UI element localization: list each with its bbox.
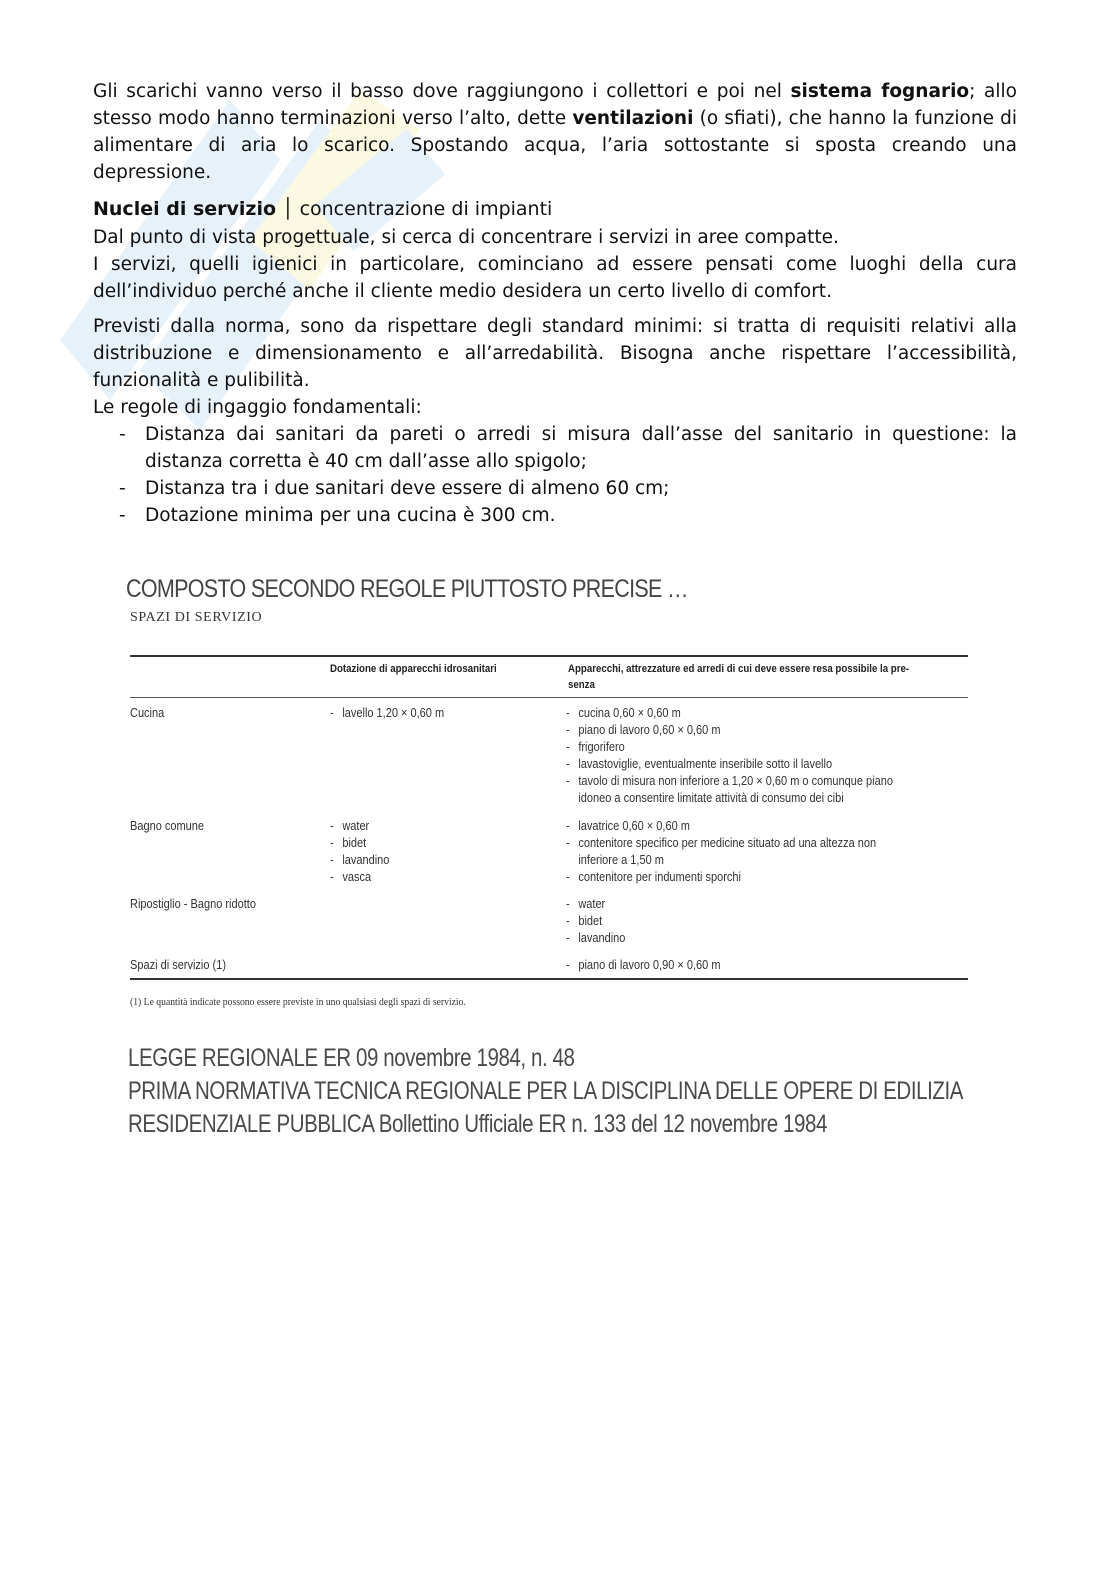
- table-cell-item: - cucina 0,60 × 0,60 m: [566, 706, 681, 720]
- list-item-text: Distanza dai sanitari da pareti o arredi si misura dall’asse del sanitario in questione: la distanza corretta è 40 cm dall’asse allo spigolo;: [145, 424, 1017, 472]
- table-cell-item: [566, 790, 844, 808]
- text-run: (o sfiati), che hanno la funzione di alimentare di aria lo scarico. Spostando acqua, l’aria sottostante si sposta creando una depressione.: [93, 108, 1018, 183]
- item-text: piano di lavoro 0,60 × 0,60 m: [578, 723, 721, 737]
- item-text: lavatrice 0,60 × 0,60 m: [578, 819, 690, 833]
- bold-term: ventilazioni: [572, 108, 694, 129]
- header-items-l1: Apparecchi, attrezzature ed arredi di cui deve essere resa possibile la pre-: [568, 663, 910, 675]
- item-text: water: [578, 897, 606, 911]
- law-citation: [128, 1042, 1116, 1141]
- text-run: ; allo stesso modo hanno terminazioni verso l’alto, dette: [93, 81, 1017, 129]
- paragraph: I servizi, quelli igienici in particolare, cominciano ad essere pensati come luoghi della cura dell’individuo perché anche il cliente medio desidera un certo livello di comfort.: [93, 254, 1017, 302]
- heading-bold: Nuclei di servizio: [93, 198, 277, 220]
- paragraph: Dal punto di vista progettuale, si cerca di concentrare i servizi in aree compatte.: [93, 227, 839, 248]
- table-cell-room: Ripostiglio - Bagno ridotto: [130, 897, 256, 911]
- table-bottom-rule: [130, 978, 968, 980]
- table-cell-item: - lavatrice 0,60 × 0,60 m: [566, 819, 690, 833]
- header-fixtures: Dotazione di apparecchi idrosanitari: [330, 663, 497, 675]
- table-cell-item: - frigorifero: [566, 740, 625, 754]
- table-top-rule: [130, 655, 968, 657]
- paragraph: Le regole di ingaggio fondamentali:: [93, 397, 422, 418]
- law-line: LEGGE REGIONALE ER 09 novembre 1984, n. 48: [128, 1044, 575, 1072]
- header-items-l2: senza: [568, 679, 595, 691]
- list-item-text: Dotazione minima per una cucina è 300 cm.: [145, 505, 556, 526]
- table-cell-item: - lavastoviglie, eventualmente inseribile sotto il lavello: [566, 757, 833, 771]
- list-item: - Dotazione minima per una cucina è 300 cm.: [119, 505, 556, 526]
- table-cell-room: Spazi di servizio (1): [130, 958, 226, 972]
- section-heading: [93, 194, 1017, 224]
- document-body: [93, 78, 1017, 529]
- fixture-text: water: [342, 819, 370, 833]
- item-text: contenitore specifico per medicine situato ad una altezza non: [578, 836, 877, 850]
- table-cell-item: - lavandino: [566, 931, 626, 945]
- item-text: tavolo di misura non inferiore a 1,20 × 0,60 m o comunque piano: [578, 774, 893, 788]
- list-item: - Distanza tra i due sanitari deve essere di almeno 60 cm;: [119, 478, 670, 499]
- table-cell-fixture: - vasca: [330, 870, 372, 884]
- table-cell-room: Cucina: [130, 706, 165, 720]
- fixture-text: bidet: [342, 836, 367, 850]
- table-cell-item: - contenitore specifico per medicine situato ad una altezza non: [566, 836, 877, 850]
- item-text: inferiore a 1,50 m: [578, 853, 664, 867]
- table-cell-item: - tavolo di misura non inferiore a 1,20 × 0,60 m o comunque piano: [566, 774, 893, 788]
- table-footnote: (1) Le quantità indicate possono essere previste in uno qualsiasi degli spazi di servizio.: [130, 997, 466, 1008]
- service-spaces-figure: [126, 575, 976, 1008]
- item-text: bidet: [578, 914, 603, 928]
- paragraph-drains: [93, 78, 1017, 186]
- header-rule: [130, 697, 968, 698]
- figure-title: COMPOSTO SECONDO REGOLE PIUTTOSTO PRECISE …: [126, 575, 688, 603]
- item-text: lavandino: [578, 931, 626, 945]
- heading-rest: │ concentrazione di impianti: [276, 198, 553, 220]
- table-cell-room: Bagno comune: [130, 819, 205, 833]
- table-cell-item: - contenitore per indumenti sporchi: [566, 870, 741, 884]
- paragraph: Previsti dalla norma, sono da rispettare degli standard minimi: si tratta di requisiti relativi alla distribuzione e dimensionamento e all’arredabilità. Bisogna anche rispettare l’accessibilità, funzionalità e pulibilità.: [93, 316, 1017, 391]
- table-cell-item: [566, 852, 664, 870]
- law-line: RESIDENZIALE PUBBLICA Bollettino Ufficiale ER n. 133 del 12 novembre 1984: [128, 1110, 827, 1138]
- text-run: Gli scarichi vanno verso il basso dove raggiungono i collettori e poi nel: [93, 81, 791, 102]
- list-item-text: Distanza tra i due sanitari deve essere di almeno 60 cm;: [145, 478, 670, 499]
- table-cell-item: - piano di lavoro 0,60 × 0,60 m: [566, 723, 721, 737]
- item-text: cucina 0,60 × 0,60 m: [578, 706, 681, 720]
- figure-subtitle: SPAZI DI SERVIZIO: [130, 610, 263, 625]
- table-cell-fixture: - bidet: [330, 836, 367, 850]
- table-cell-item: - piano di lavoro 0,90 × 0,60 m: [566, 958, 721, 972]
- table-cell-fixture: - water: [330, 819, 370, 833]
- fixture-text: lavandino: [342, 853, 390, 867]
- table-cell-fixture: - lavandino: [330, 853, 390, 867]
- bold-term: sistema fognario: [790, 81, 970, 102]
- item-text: piano di lavoro 0,90 × 0,60 m: [578, 958, 721, 972]
- fixture-text: vasca: [342, 870, 372, 884]
- rules-list: [93, 421, 1017, 529]
- list-item: - Distanza dai sanitari da pareti o arredi si misura dall’asse del sanitario in questione: la distanza corretta è 40 cm dall’asse allo spigolo;: [119, 424, 1017, 472]
- table-cell-fixture: - lavello 1,20 × 0,60 m: [330, 706, 445, 720]
- law-line: PRIMA NORMATIVA TECNICA REGIONALE PER LA DISCIPLINA DELLE OPERE DI EDILIZIA: [128, 1077, 964, 1105]
- item-text: idoneo a consentire limitate attività di consumo dei cibi: [578, 791, 844, 805]
- table-cell-item: - bidet: [566, 914, 603, 928]
- item-text: contenitore per indumenti sporchi: [578, 870, 741, 884]
- table-cell-item: - water: [566, 897, 606, 911]
- item-text: lavastoviglie, eventualmente inseribile sotto il lavello: [578, 757, 833, 771]
- fixture-text: lavello 1,20 × 0,60 m: [342, 706, 445, 720]
- item-text: frigorifero: [578, 740, 625, 754]
